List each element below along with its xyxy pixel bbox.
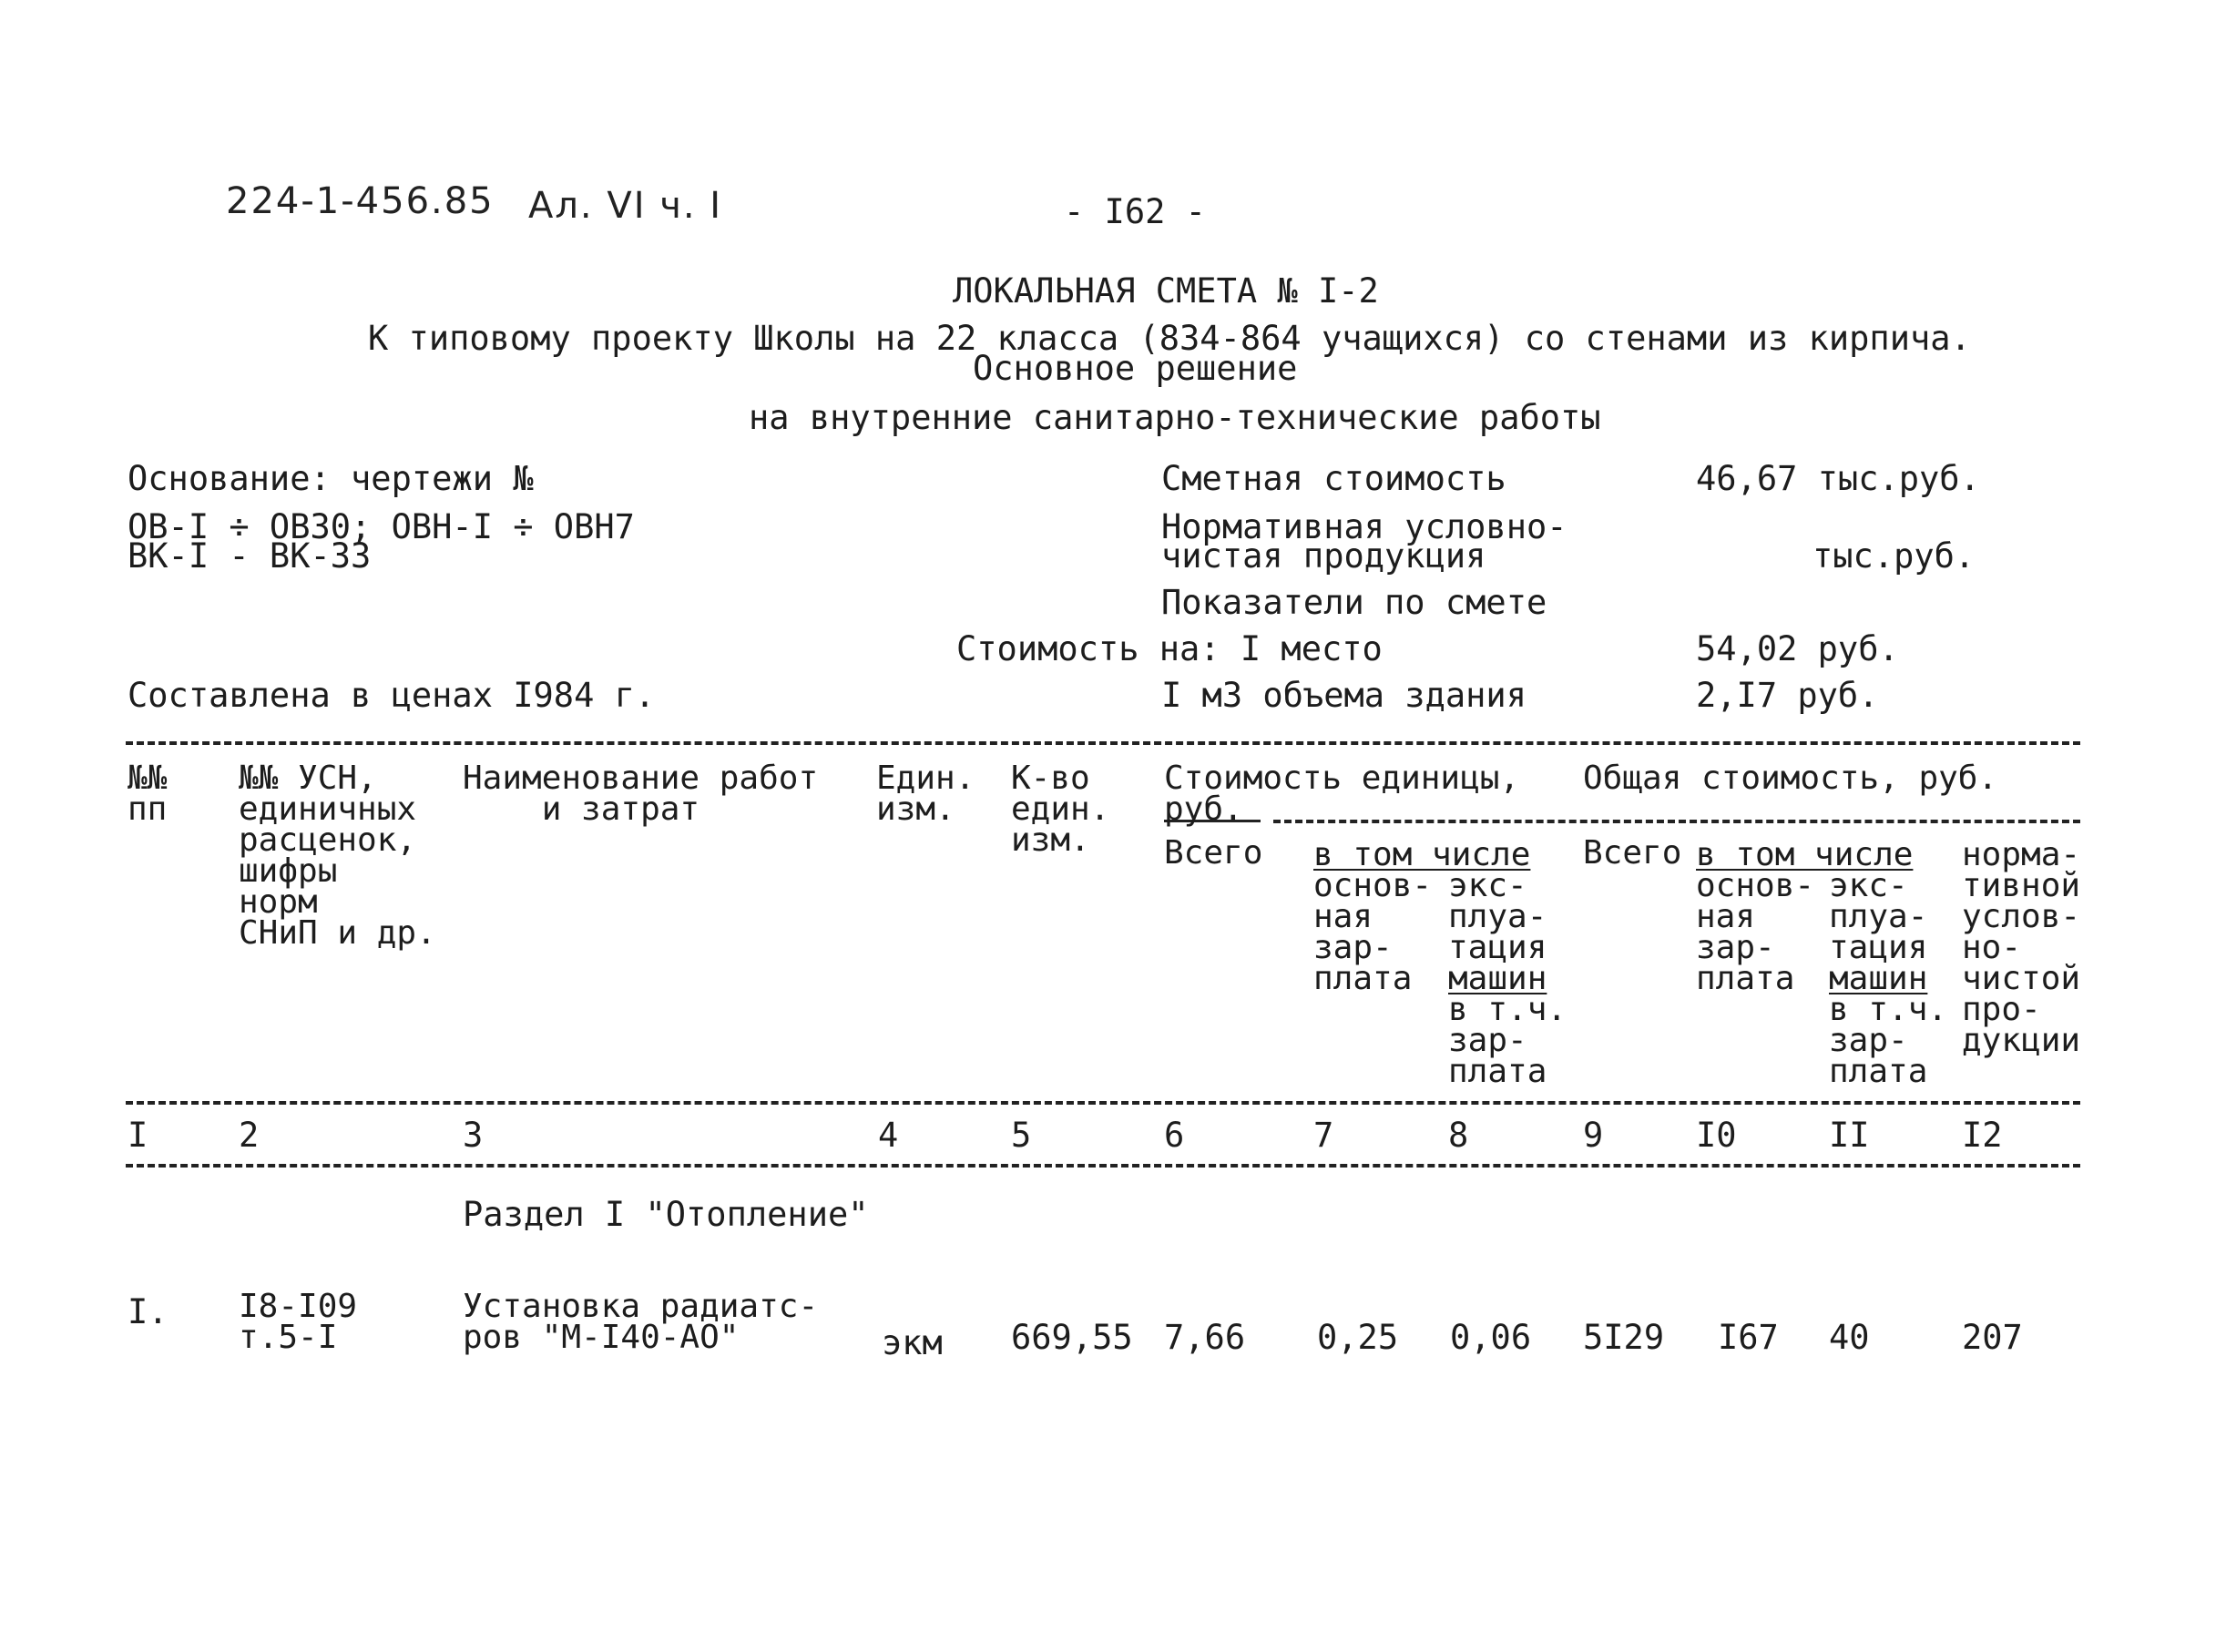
normative-product-label-2: чистая продукция bbox=[1161, 536, 1486, 576]
column-numbers-rule bbox=[126, 1164, 2080, 1168]
column-number: 7 bbox=[1313, 1116, 1334, 1155]
row-code: I8-I09 т.5-I bbox=[239, 1288, 358, 1356]
page-number: - I62 - bbox=[1064, 192, 1206, 231]
document-subtitle-works: на внутренние санитарно-технические работы bbox=[749, 398, 1601, 437]
header-total-including: в том числе bbox=[1696, 836, 1914, 873]
estimated-cost-label: Сметная стоимость bbox=[1161, 459, 1506, 498]
column-number: 8 bbox=[1448, 1116, 1469, 1155]
header-unit-machine-salary: в т.ч. зар- плата bbox=[1448, 991, 1567, 1090]
header-total-machine-word: машин bbox=[1829, 960, 1928, 997]
document-subtitle: К типовому проекту Школы на 22 класса (834-864 учащихся) со стенами из кирпича. bbox=[368, 319, 1971, 358]
cost-per-m3-label: I м3 объема здания bbox=[1161, 676, 1527, 715]
row-total: 5I29 bbox=[1583, 1318, 1665, 1357]
header-normative-product: норма- тивной услов- но- чистой про- дукции bbox=[1962, 836, 2081, 1059]
header-unit-salary: основ- ная зар- плата bbox=[1313, 867, 1433, 997]
basis-drawings-vk: ВК-I - ВК-33 bbox=[128, 536, 372, 576]
cost-per-m3-value: 2,I7 руб. bbox=[1696, 676, 1879, 715]
row-unit: экм bbox=[882, 1323, 943, 1362]
header-row-number: №№ пп bbox=[128, 760, 168, 828]
column-number: 6 bbox=[1164, 1116, 1185, 1155]
indicators-label: Показатели по смете bbox=[1161, 583, 1547, 622]
row-unit-machine: 0,06 bbox=[1450, 1318, 1532, 1357]
header-code: №№ УСН, единичных расценок, шифры норм СНиП и др. bbox=[239, 760, 436, 952]
header-unit-machine-word: машин bbox=[1448, 960, 1547, 997]
column-number: I bbox=[128, 1116, 148, 1155]
header-unit-cost-rub: руб. bbox=[1164, 790, 1243, 828]
header-work-name: Наименование работ и затрат bbox=[463, 760, 819, 828]
row-normative-product: 207 bbox=[1962, 1318, 2023, 1357]
row-quantity: 669,55 bbox=[1011, 1318, 1133, 1357]
row-total-machine: 40 bbox=[1829, 1318, 1870, 1357]
basis-label: Основание: чертежи № bbox=[128, 459, 534, 498]
handwritten-project-code: 224-1-456.85 bbox=[226, 180, 495, 222]
cost-per-place-value: 54,02 руб. bbox=[1696, 629, 1899, 668]
header-total-cost-group: Общая стоимость, руб. bbox=[1583, 760, 1998, 797]
header-group-rule bbox=[1273, 820, 2080, 823]
column-number: 2 bbox=[239, 1116, 260, 1155]
header-unit: Един. изм. bbox=[876, 760, 975, 828]
column-number: I2 bbox=[1962, 1116, 2003, 1155]
basis-drawings-ov: ОВ-I ÷ ОВ30; ОВН-I ÷ ОВН7 bbox=[128, 507, 635, 546]
column-number: 9 bbox=[1583, 1116, 1604, 1155]
normative-product-value: тыс.руб. bbox=[1812, 536, 1976, 576]
header-total-machine: экс- плуа- тация bbox=[1829, 867, 1928, 966]
row-work-name: Установка радиатс- ров "М-I40-АО" bbox=[463, 1288, 819, 1356]
document-subtitle-solution: Основное решение bbox=[973, 349, 1298, 388]
row-number: I. bbox=[128, 1292, 168, 1331]
header-quantity: К-во един. изм. bbox=[1011, 760, 1110, 859]
row-total-salary: I67 bbox=[1718, 1318, 1779, 1357]
table-top-rule bbox=[126, 741, 2080, 745]
header-total: Всего bbox=[1583, 834, 1682, 872]
header-unit-including: в том числе bbox=[1313, 836, 1531, 873]
header-total-salary: основ- ная зар- плата bbox=[1696, 867, 1815, 997]
normative-product-label: Нормативная условно- bbox=[1161, 507, 1567, 546]
header-bottom-rule bbox=[126, 1101, 2080, 1105]
header-total-machine-salary: в т.ч. зар- плата bbox=[1829, 991, 1948, 1090]
section-heading: Раздел I "Отопление" bbox=[463, 1195, 869, 1234]
document-title: ЛОКАЛЬНАЯ СМЕТА № I-2 bbox=[953, 271, 1379, 311]
header-unit-machine: экс- плуа- тация bbox=[1448, 867, 1547, 966]
header-unit-total: Всего bbox=[1164, 834, 1263, 872]
header-unit-cost-group: Стоимость единицы, bbox=[1164, 760, 1520, 797]
column-number: 5 bbox=[1011, 1116, 1032, 1155]
column-number: I0 bbox=[1696, 1116, 1737, 1155]
column-number: II bbox=[1829, 1116, 1870, 1155]
handwritten-album-number: Ал. VI ч. I bbox=[528, 185, 723, 227]
cost-per-place-label: Стоимость на: I место bbox=[956, 629, 1383, 668]
price-level: Составлена в ценах I984 г. bbox=[128, 676, 656, 715]
column-number: 3 bbox=[463, 1116, 484, 1155]
row-unit-salary: 0,25 bbox=[1317, 1318, 1399, 1357]
row-unit-total: 7,66 bbox=[1164, 1318, 1246, 1357]
column-number: 4 bbox=[878, 1116, 899, 1155]
estimated-cost-value: 46,67 тыс.руб. bbox=[1696, 459, 1980, 498]
